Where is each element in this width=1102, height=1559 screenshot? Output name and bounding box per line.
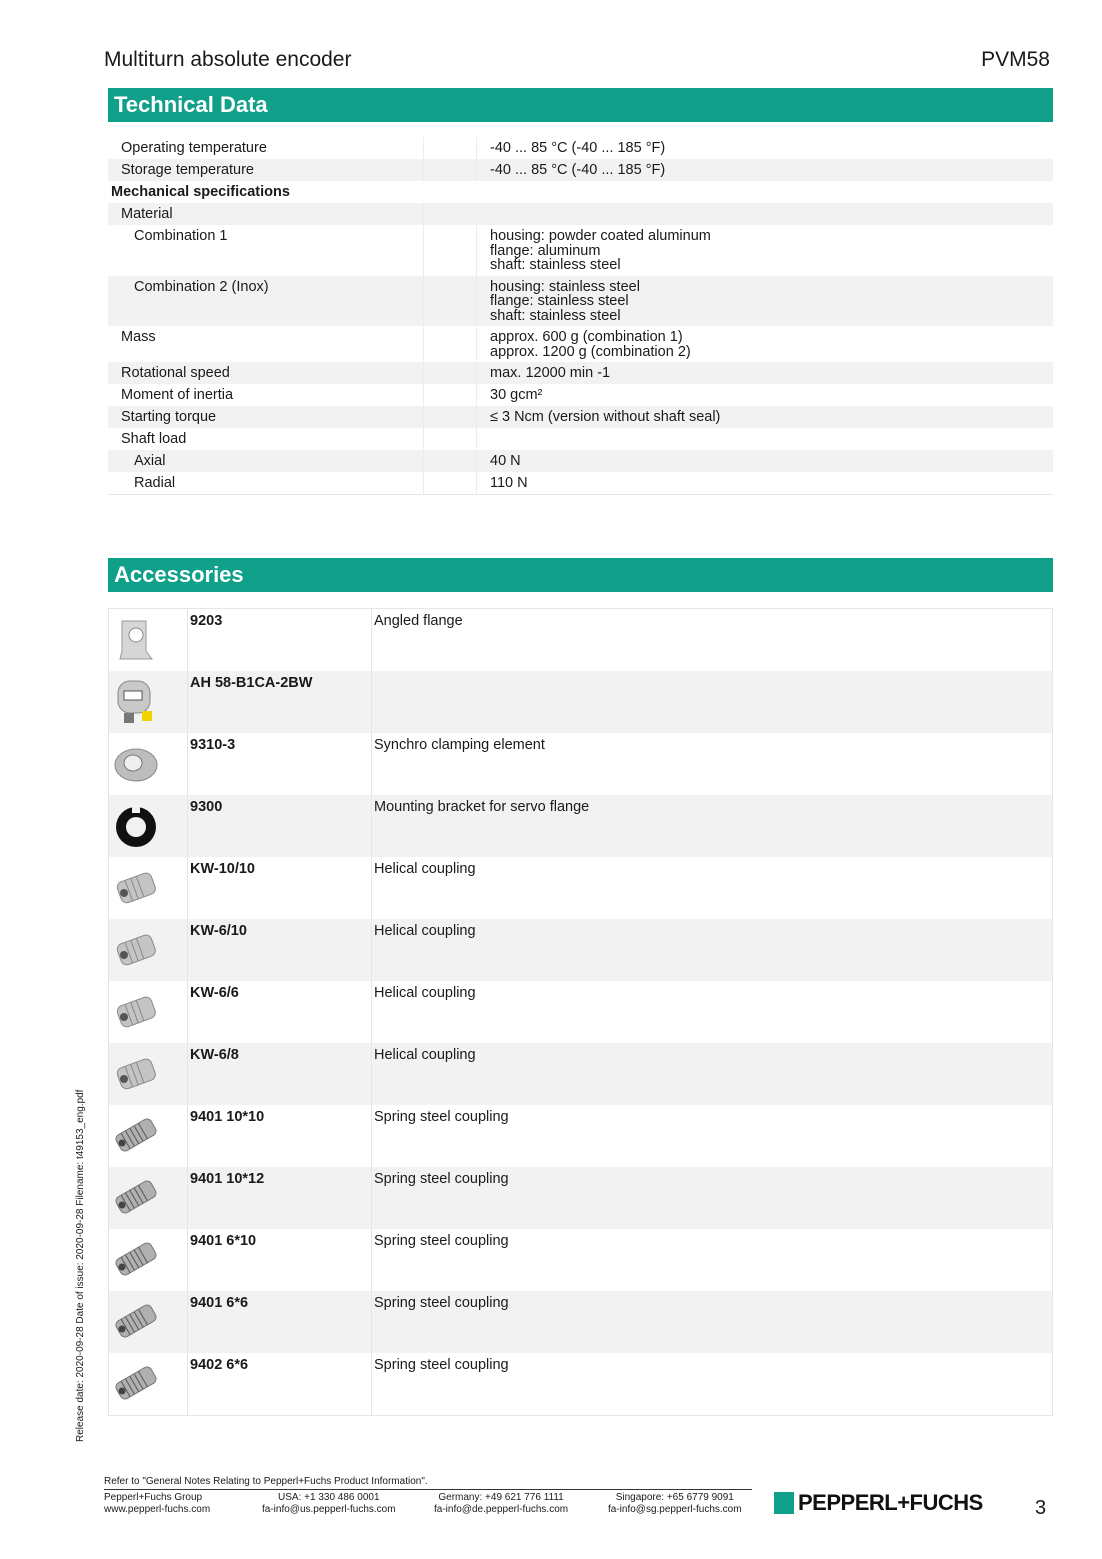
spec-value: 40 N [490,453,521,469]
accessory-code: KW-6/10 [190,923,247,939]
spec-value: housing: powder coated aluminum flange: aluminum shaft: stainless steel [490,228,711,273]
accessory-description: Angled flange [374,613,463,629]
spec-label: Starting torque [121,409,217,425]
accessory-code: 9401 10*12 [190,1171,265,1187]
accessory-code: AH 58-B1CA-2BW [190,675,313,691]
accessory-description: Helical coupling [374,1047,476,1063]
accessory-description: Spring steel coupling [374,1233,509,1249]
helical-coupling-icon [112,987,160,1035]
spec-label: Combination 1 [134,228,228,244]
accessory-code: KW-6/8 [190,1047,239,1063]
table-row [109,1229,1053,1291]
table-row [109,671,1053,733]
display-unit-icon [112,677,160,725]
footer-website-link[interactable]: www.pepperl-fuchs.com [104,1504,211,1515]
accessory-description: Spring steel coupling [374,1295,509,1311]
technical-data-heading: Technical Data [108,88,1053,122]
table-row [109,1043,1053,1105]
table-row [109,733,1053,795]
table-row [108,137,1053,159]
table-row [108,406,1053,428]
spring-coupling-icon [112,1297,160,1345]
accessories-table [108,608,1053,1416]
table-row [109,795,1053,857]
accessory-code: 9300 [190,799,223,815]
spec-group-heading: Mechanical specifications [111,184,290,200]
table-row [108,450,1053,472]
footer-singapore [608,1492,742,1516]
accessory-description: Synchro clamping element [374,737,545,753]
angled-flange-icon [112,615,160,663]
company-logo [774,1490,983,1516]
table-row [109,1353,1053,1416]
table-row [108,362,1053,384]
table-row [108,225,1053,276]
footer-germany [434,1492,568,1516]
spec-label: Radial [134,475,176,491]
logo-text: PEPPERL+FUCHS [798,1490,983,1515]
spec-label: Combination 2 (Inox) [134,278,269,295]
spec-value: 30 gcm² [490,387,543,403]
spec-value: -40 ... 85 °C (-40 ... 185 °F) [490,140,666,156]
accessory-description: Helical coupling [374,923,476,939]
spec-value: housing: stainless steel flange: stainless steel shaft: stainless steel [490,278,640,324]
table-row [108,384,1053,406]
spec-value: -40 ... 85 °C (-40 ... 185 °F) [490,162,666,178]
spring-coupling-icon [112,1173,160,1221]
clamping-element-icon [112,739,160,787]
spring-coupling-icon [112,1111,160,1159]
spec-value: 110 N [490,475,528,491]
spec-value: ≤ 3 Ncm (version without shaft seal) [490,409,721,425]
accessory-description: Mounting bracket for servo flange [374,799,590,815]
spring-coupling-icon [112,1359,160,1407]
accessory-code: KW-6/6 [190,985,239,1001]
footer-germany-email[interactable]: fa-info@de.pepperl-fuchs.com [434,1504,569,1515]
accessory-description: Helical coupling [374,861,476,877]
spring-coupling-icon [112,1235,160,1283]
helical-coupling-icon [112,925,160,973]
spec-label: Moment of inertia [121,387,234,403]
footer-divider [104,1489,752,1490]
table-row [109,609,1053,672]
accessory-description: Helical coupling [374,985,476,1001]
table-row [109,919,1053,981]
spec-label: Material [121,206,173,222]
accessory-code: 9401 6*10 [190,1233,257,1249]
footer-usa [262,1492,396,1516]
footer-usa-email[interactable]: fa-info@us.pepperl-fuchs.com [262,1504,396,1515]
spec-label: Shaft load [121,431,187,447]
table-row [108,276,1053,327]
table-row [109,1105,1053,1167]
accessory-code: 9203 [190,613,223,629]
footer-group [104,1492,210,1516]
table-row [108,428,1053,450]
logo-mark-icon [774,1492,794,1514]
accessory-description: Spring steel coupling [374,1171,509,1187]
table-row [108,181,1053,203]
spec-label: Operating temperature [121,140,267,156]
spec-label: Rotational speed [121,365,230,381]
spec-label: Mass [121,329,156,345]
table-row [108,326,1053,362]
product-name: PVM58 [981,48,1050,71]
table-row [109,857,1053,919]
accessory-description [372,671,1052,675]
table-row [108,203,1053,225]
page-number: 3 [1035,1497,1047,1519]
technical-data-table [108,137,1053,495]
accessory-code: 9401 10*10 [190,1109,265,1125]
footer-singapore-email[interactable]: fa-info@sg.pepperl-fuchs.com [608,1504,742,1515]
accessory-code: 9402 6*6 [190,1357,249,1373]
footer-germany-phone: Germany: +49 621 776 1111 [438,1492,564,1503]
table-row [109,981,1053,1043]
mounting-bracket-icon [112,801,160,849]
accessory-code: KW-10/10 [190,861,255,877]
spec-label: Storage temperature [121,162,254,178]
spec-label: Axial [134,453,166,469]
accessory-code: 9310-3 [190,737,236,753]
table-row [108,159,1053,181]
table-row [108,472,1053,495]
footer-singapore-phone: Singapore: +65 6779 9091 [615,1492,734,1503]
footer-group-name: Pepperl+Fuchs Group [104,1492,203,1503]
accessories-heading: Accessories [108,558,1053,592]
helical-coupling-icon [112,863,160,911]
accessory-description: Spring steel coupling [374,1109,509,1125]
release-info: Release date: 2020-09-28 Date of issue: 2020-09-28 Filename: t49153_eng.pdf [75,1089,86,1442]
spec-value: max. 12000 min -1 [490,365,611,381]
spec-value: approx. 600 g (combination 1) approx. 1200 g (combination 2) [490,329,691,360]
table-row [109,1167,1053,1229]
accessory-description: Spring steel coupling [374,1357,509,1373]
accessory-code: 9401 6*6 [190,1295,249,1311]
helical-coupling-icon [112,1049,160,1097]
document-title: Multiturn absolute encoder [104,48,352,71]
footer-note: Refer to "General Notes Relating to Pepperl+Fuchs Product Information". [104,1476,428,1487]
footer-usa-phone: USA: +1 330 486 0001 [278,1492,380,1503]
table-row [109,1291,1053,1353]
